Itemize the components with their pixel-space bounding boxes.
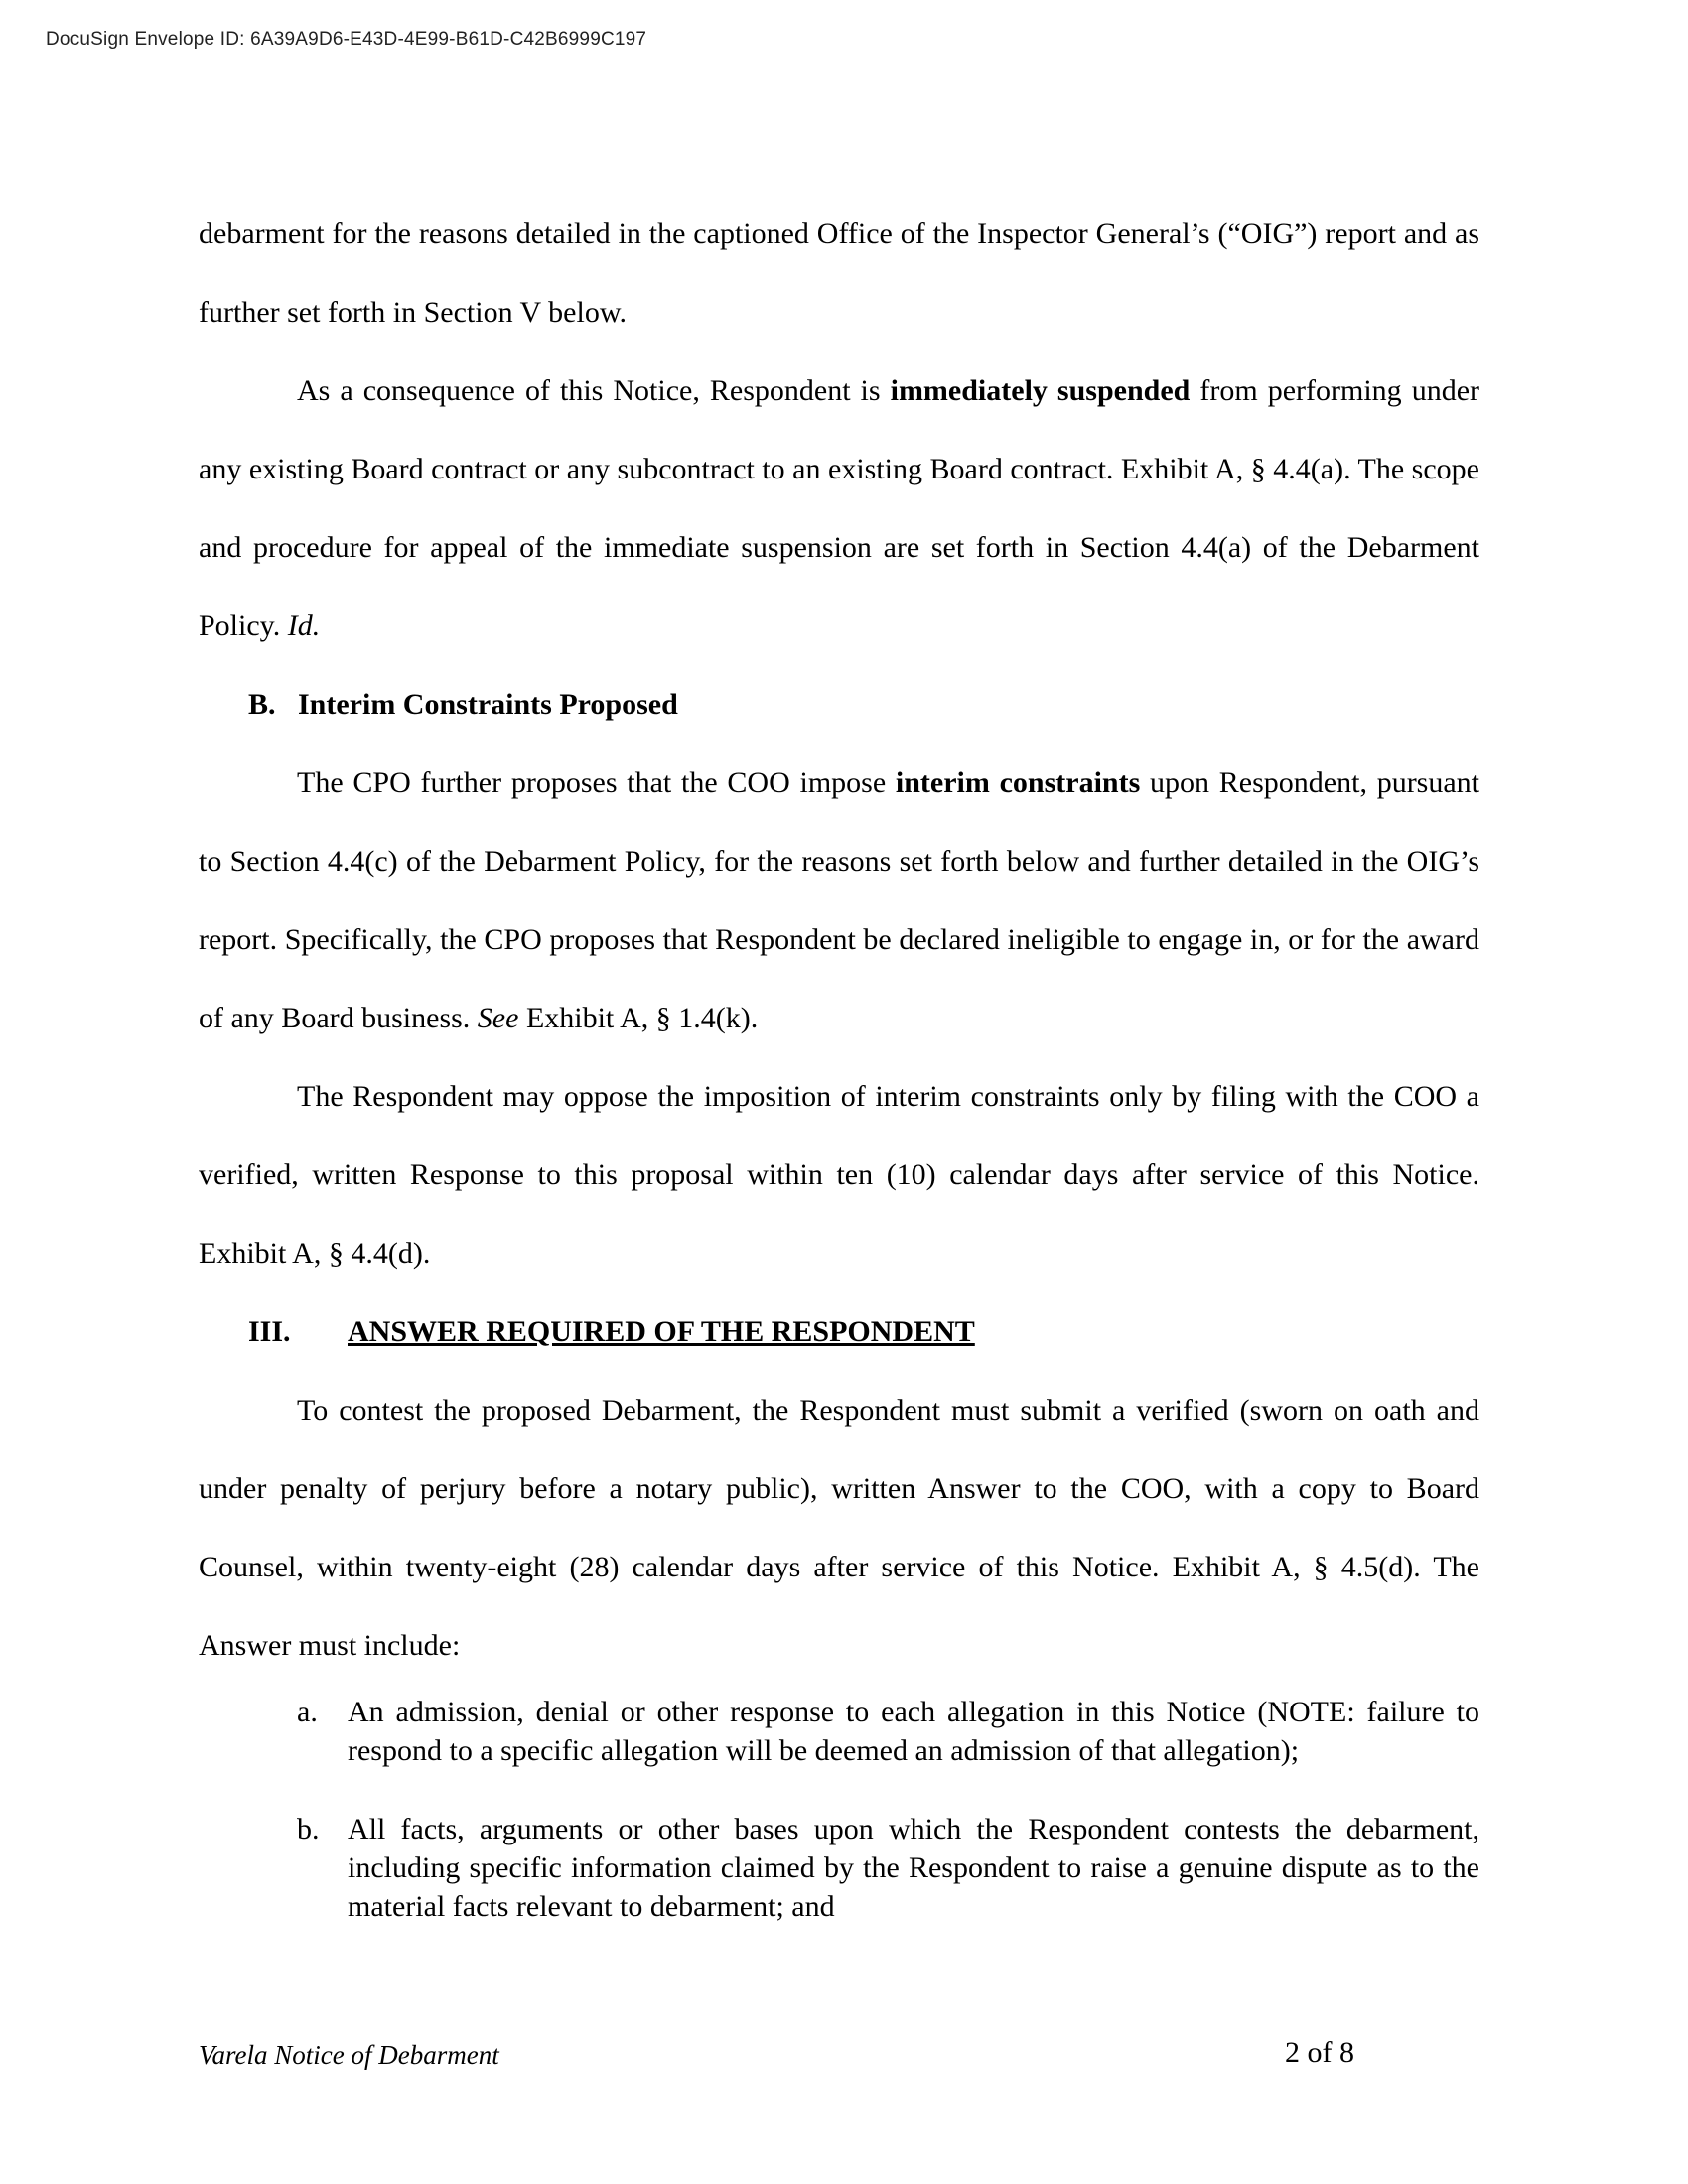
paragraph-debarment-reasons bbox=[199, 195, 1479, 351]
paragraph-interim-constraints bbox=[199, 744, 1479, 1057]
bold-interim-constraints: interim constraints bbox=[895, 766, 1141, 799]
docusign-envelope-id: DocuSign Envelope ID: 6A39A9D6-E43D-4E99-B61D-C42B6999C197 bbox=[46, 29, 647, 50]
section-number: III. bbox=[248, 1315, 291, 1348]
paragraph-text: Exhibit A, § 1.4(k). bbox=[518, 1002, 759, 1034]
paragraph-text: The Respondent may oppose the imposition of interim constraints only by filing with the COO a verified, written Response to this proposal within ten (10) calendar days after service of this Notice. Exhibit A, § 4.4(d). bbox=[199, 1080, 1479, 1270]
italic-see-citation: See bbox=[477, 1002, 519, 1034]
bold-immediately-suspended: immediately suspended bbox=[890, 374, 1191, 407]
paragraph-immediate-suspension bbox=[199, 351, 1479, 665]
section-title: ANSWER REQUIRED OF THE RESPONDENT bbox=[348, 1315, 975, 1348]
list-item-text: All facts, arguments or other bases upon which the Respondent contests the debarment, including specific information claimed by the Respondent to raise a genuine dispute as to the material facts relevant to debarment; and bbox=[348, 1813, 1479, 1923]
paragraph-text: The CPO further proposes that the COO impose bbox=[297, 766, 896, 799]
footer-document-title: Varela Notice of Debarment bbox=[199, 2040, 499, 2070]
document-body bbox=[199, 195, 1479, 1966]
paragraph-text: To contest the proposed Debarment, the Respondent must submit a verified (sworn on oath and under penalty of perjury before a notary public), written Answer to the COO, with a copy to Board Counsel, within twenty-eight (28) calendar days after service of this Notice. Exhibit A, § 4.5(d). The Answer must include: bbox=[199, 1394, 1479, 1662]
answer-requirements-list bbox=[199, 1693, 1479, 1926]
paragraph-text: from performing under any existing Board contract or any subcontract to an existing Board contract. Exhibit A, § 4.4(a). The scope and procedure for appeal of the immediate suspension are set forth in Section 4.4(a) of the Debarment Policy. bbox=[199, 374, 1480, 642]
paragraph-contest-debarment bbox=[199, 1371, 1479, 1685]
footer-page-number: 2 of 8 bbox=[1285, 2036, 1354, 2069]
section-heading-answer-required bbox=[199, 1293, 1479, 1371]
italic-id-citation: Id. bbox=[287, 610, 321, 642]
list-item bbox=[199, 1693, 1479, 1770]
list-marker: a. bbox=[297, 1696, 318, 1728]
paragraph-text: debarment for the reasons detailed in the captioned Office of the Inspector General’s (“OIG”) report and as further set forth in Section V below. bbox=[199, 217, 1479, 329]
list-marker: b. bbox=[297, 1813, 320, 1845]
paragraph-text: upon Respondent, pursuant to Section 4.4(c) of the Debarment Policy, for the reasons set forth below and further detailed in the OIG’s report. Specifically, the CPO proposes that Respondent be declared ineligible to engage in, or for the award of any Board business. bbox=[199, 766, 1480, 1034]
list-item bbox=[199, 1810, 1479, 1926]
subsection-letter: B. bbox=[248, 688, 276, 721]
paragraph-oppose-interim-constraints bbox=[199, 1057, 1479, 1293]
subsection-heading-interim-constraints bbox=[199, 665, 1479, 744]
paragraph-text: As a consequence of this Notice, Respondent is bbox=[297, 374, 891, 407]
list-item-text: An admission, denial or other response to each allegation in this Notice (NOTE: failure to respond to a specific allegation will be deemed an admission of that allegation); bbox=[348, 1696, 1479, 1767]
subsection-title: Interim Constraints Proposed bbox=[298, 688, 678, 721]
